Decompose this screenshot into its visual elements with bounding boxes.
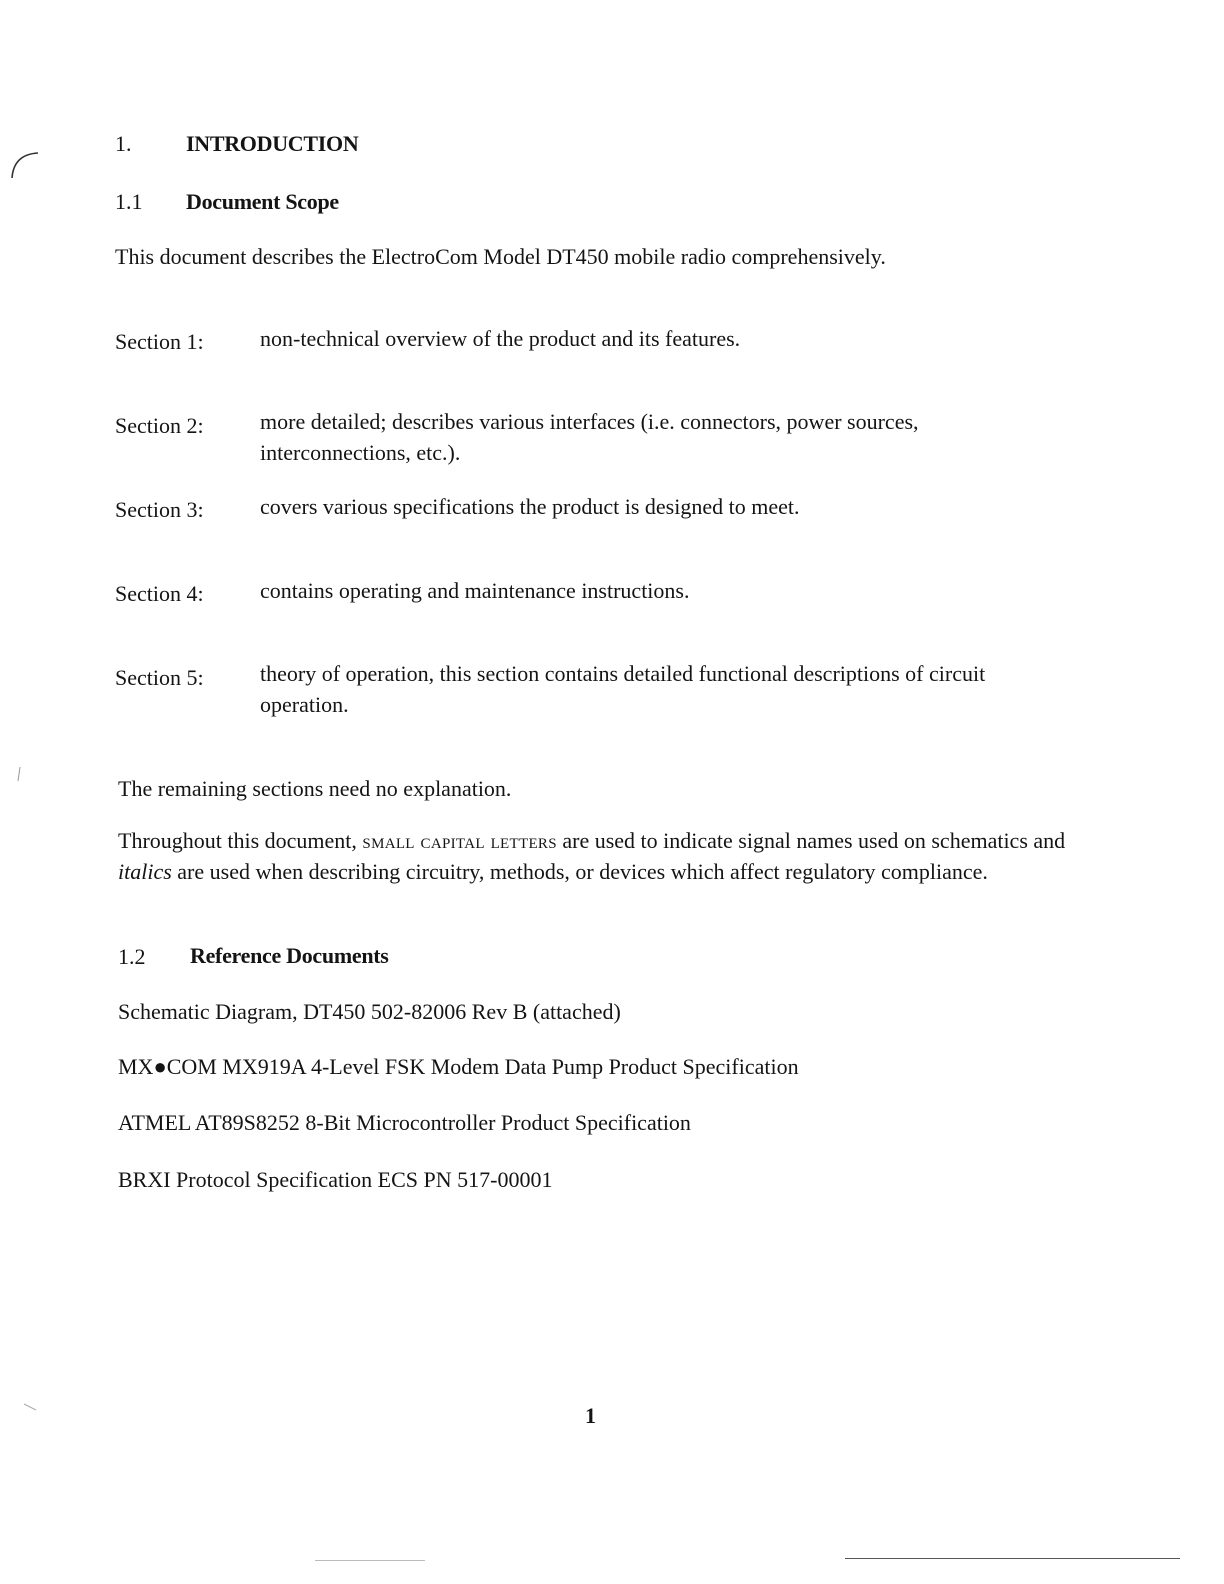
reference-item: Schematic Diagram, DT450 502-82006 Rev B (attached)	[118, 999, 621, 1024]
scan-line	[315, 1560, 425, 1561]
section-description: more detailed; describes various interfaces (i.e. connectors, power sources, interconnections, etc.).	[260, 409, 919, 465]
subheading-number: 1.1	[115, 189, 143, 214]
section-description: non-technical overview of the product and its features.	[260, 326, 741, 351]
conventions-paragraph	[118, 825, 1068, 887]
subheading-title: Document Scope	[186, 189, 339, 214]
reference-item: BRXI Protocol Specification ECS PN 517-00001	[118, 1167, 553, 1192]
conventions-text: are used to indicate signal names used on schematics and	[556, 828, 1066, 853]
subheading-title: Reference Documents	[190, 943, 389, 968]
section-description: covers various specifications the product is designed to meet.	[260, 494, 800, 519]
conventions-text: Throughout this document,	[118, 828, 363, 853]
page-number: 1	[585, 1403, 596, 1428]
section-label: Section 5:	[115, 665, 204, 690]
italics-example: italics	[118, 859, 172, 884]
scan-line	[845, 1558, 1180, 1559]
scan-mark	[22, 1400, 42, 1414]
section-label: Section 1:	[115, 329, 204, 354]
reference-item: MX●COM MX919A 4-Level FSK Modem Data Pump Product Specification	[118, 1054, 799, 1079]
section-label: Section 3:	[115, 497, 204, 522]
small-caps-example: small capital letters	[362, 828, 557, 853]
section-description: theory of operation, this section contains detailed functional descriptions of circuit operation.	[260, 661, 986, 717]
conventions-text: are used when describing circuitry, methods, or devices which affect regulatory compliance.	[171, 859, 988, 884]
scan-mark	[14, 765, 24, 785]
section-description: contains operating and maintenance instructions.	[260, 578, 690, 603]
remaining-paragraph: The remaining sections need no explanation.	[118, 776, 512, 801]
scan-mark	[8, 144, 48, 184]
reference-item: ATMEL AT89S8252 8-Bit Microcontroller Product Specification	[118, 1110, 691, 1135]
heading-number: 1.	[115, 131, 132, 156]
scope-paragraph: This document describes the ElectroCom Model DT450 mobile radio comprehensively.	[115, 244, 886, 269]
heading-title: INTRODUCTION	[186, 131, 359, 156]
section-label: Section 4:	[115, 581, 204, 606]
subheading-number: 1.2	[118, 944, 146, 969]
section-label: Section 2:	[115, 413, 204, 438]
